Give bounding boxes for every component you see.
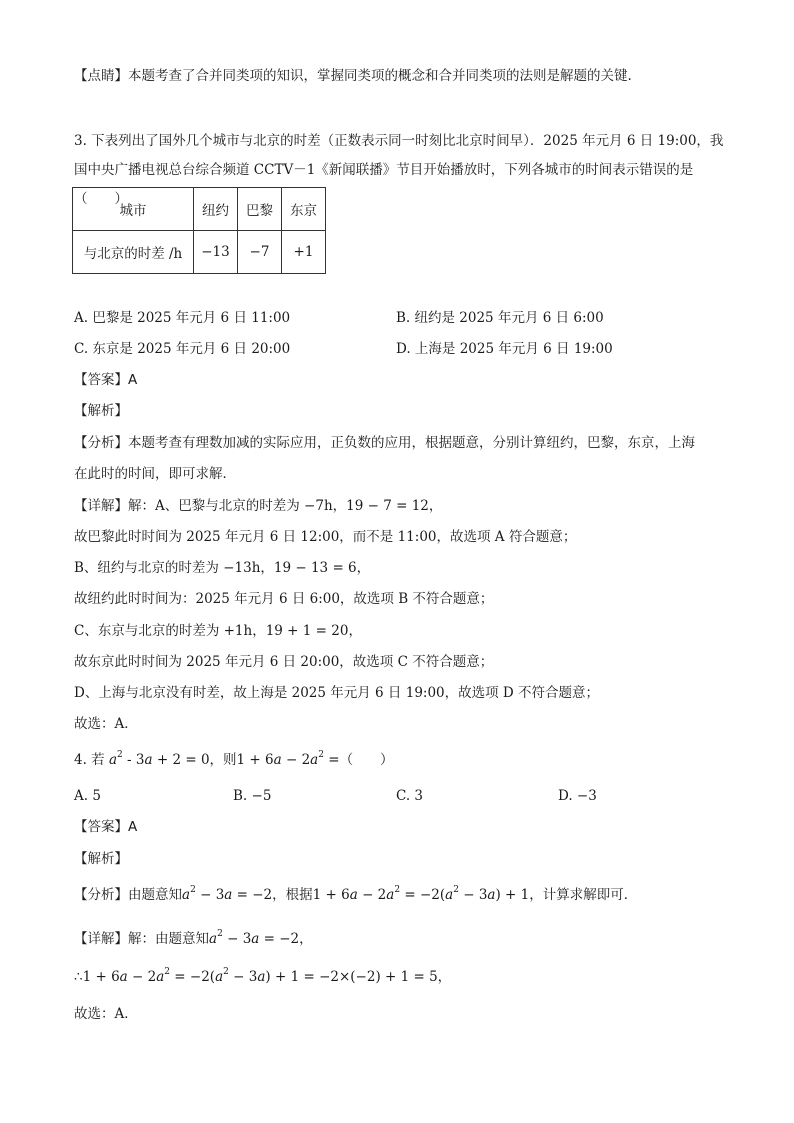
- question-3-stem: 3. 下表列出了国外几个城市与北京的时差（正数表示同一时刻比北京时间早）．2025 年元月 6 日 19:00，我国中央广播电视总台综合频道 CCTV－1《新闻联播》节目开始播放时，下列各城市的时间表示错误的是（ ）: [74, 133, 724, 207]
- q4-choose: 故选：A．: [74, 1006, 138, 1022]
- q4-stem-suffix: （ ）: [339, 752, 394, 768]
- table-header-paris: 巴黎: [238, 188, 282, 231]
- q4-analysis-eq2: $1 + 6a - 2a^2 = -2(a^2 - 3a) + 1$: [312, 885, 530, 903]
- q4-detail-eq: $a^2 - 3a = -2$，: [209, 929, 313, 947]
- q3-analysis-line-2: 在此时的时间，即可求解．: [74, 466, 236, 482]
- time-difference-table: [72, 187, 326, 274]
- q4-detail-line-1: [74, 929, 313, 949]
- q4-analysis-prefix: 【分析】由题意知: [74, 887, 182, 903]
- table-cell-tokyo: +1: [282, 231, 326, 274]
- table-row: [73, 231, 326, 274]
- q3-option-a: A. 巴黎是 2025 年元月 6 日 11:00: [74, 310, 291, 326]
- note-line: 【点睛】本题考查了合并同类项的知识，掌握同类项的概念和合并同类项的法则是解题的关键.: [74, 68, 632, 84]
- table-header-tokyo: 东京: [282, 188, 326, 231]
- q3-analysis-line-1: 【分析】本题考查有理数加减的实际应用，正负数的应用，根据题意，分别计算纽约，巴黎，东京，上海: [74, 435, 695, 451]
- q4-option-b: B. −5: [233, 788, 272, 804]
- q4-option-c: C. 3: [396, 788, 424, 804]
- q3-detail-line-3: B、纽约与北京的时差为 −13h，19 − 13 = 6，: [74, 560, 371, 576]
- q4-analysis-mid: ，根据: [272, 887, 313, 903]
- table-row-label: 与北京的时差 /h: [73, 231, 194, 274]
- table-cell-newyork: −13: [194, 231, 238, 274]
- q3-analysis-label: 【解析】: [74, 403, 128, 419]
- q3-option-d: D. 上海是 2025 年元月 6 日 19:00: [396, 341, 613, 357]
- q4-detail-calc: $1 + 6a - 2a^2 = -2(a^2 - 3a) + 1 = -2\times(-2) + 1 = 5$，: [82, 967, 452, 985]
- q4-analysis-line: [74, 885, 637, 905]
- q3-detail-line-6: 故东京此时时间为 2025 年元月 6 日 20:00，故选项 C 不符合题意；: [74, 654, 494, 670]
- table-cell-paris: −7: [238, 231, 282, 274]
- q4-detail-prefix: 【详解】解：由题意知: [74, 931, 209, 947]
- therefore-symbol: ∴: [74, 969, 83, 985]
- q3-detail-line-5: C、东京与北京的时差为 +1h，19 + 1 = 20，: [74, 623, 362, 639]
- q3-answer: 【答案】A: [74, 372, 138, 388]
- q4-answer: 【答案】A: [74, 819, 138, 835]
- q4-stem-prefix: 4. 若: [74, 752, 105, 768]
- q3-option-c: C. 东京是 2025 年元月 6 日 20:00: [74, 341, 291, 357]
- q4-stem-mid: ，则: [209, 752, 237, 768]
- q4-analysis-suffix: ，计算求解即可．: [529, 887, 638, 903]
- q4-option-a: A. 5: [74, 788, 101, 804]
- q3-detail-line-4: 故纽约此时时间为：2025 年元月 6 日 6:00，故选项 B 不符合题意；: [74, 591, 494, 607]
- table-header-city: 城市: [73, 188, 194, 231]
- q4-option-d: D. −3: [558, 788, 597, 804]
- q3-choose: 故选：A．: [74, 716, 138, 732]
- q4-equation: $a^2 - 3a + 2 = 0$: [108, 750, 210, 768]
- q4-detail-line-2: [74, 967, 451, 987]
- q4-analysis-label: 【解析】: [74, 851, 128, 867]
- table-header-row: [73, 188, 326, 231]
- q4-expression: $1 + 6a - 2a^2$ =: [236, 750, 340, 768]
- q4-analysis-eq1: $a^2 - 3a = -2$: [182, 885, 273, 903]
- question-4-stem: [74, 750, 394, 770]
- q3-option-b: B. 纽约是 2025 年元月 6 日 6:00: [396, 310, 604, 326]
- q3-detail-line-7: D、上海与北京没有时差，故上海是 2025 年元月 6 日 19:00，故选项 D 不符合题意；: [74, 685, 600, 701]
- q3-detail-line-1: 【详解】解：A、巴黎与北京的时差为 −7h，19 − 7 = 12，: [74, 498, 443, 514]
- table-header-newyork: 纽约: [194, 188, 238, 231]
- q3-detail-line-2: 故巴黎此时时间为 2025 年元月 6 日 12:00，而不是 11:00，故选项 A 符合题意；: [74, 529, 577, 545]
